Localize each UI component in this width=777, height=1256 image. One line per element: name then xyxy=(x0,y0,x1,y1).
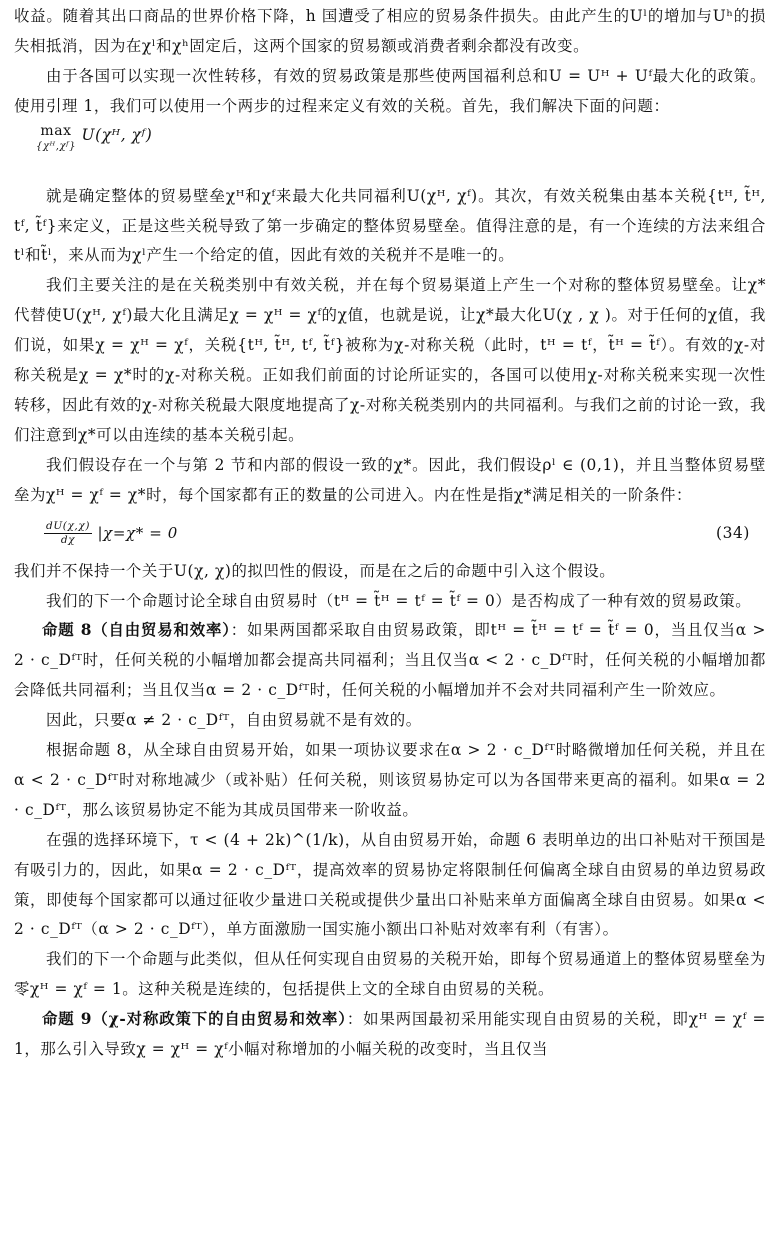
paragraph: 根据命题 8，从全球自由贸易开始，如果一项协议要求在α > 2 · c_Dᶠᵀ时略微增加任何关税，并且在α < 2 · c_Dᶠᵀ时对称地减少（或补贴）任何关税，则该贸易协定可以为各国带来更高的福利。如果α = 2 · c_Dᶠᵀ，那么该贸易协定不能为其成员国带来一阶收益。 xyxy=(14,741,766,819)
fraction-numerator: dU(χ,χ) xyxy=(46,520,91,533)
proposition-title: 命题 8（自由贸易和效率） xyxy=(42,621,231,640)
paragraph: 在强的选择环境下，τ < (4 + 2k)^(1/k)，从自由贸易开始，命题 6 表明单边的出口补贴对干预国是有吸引力的，因此，如果α = 2 · c_Dᶠᵀ，提高效率的贸易协定将限制任何偏离全球自由贸易的单边贸易政策，即使每个国家都可以通过征收少量进口关税或提供少量出口补贴来单方面偏离全球自由贸易。如果α < 2 · c_Dᶠᵀ（α > 2 · c_Dᶠᵀ），单方面激励一国实施小额出口补贴对效率有利（有害）。 xyxy=(14,830,766,939)
paragraph: 我们主要关注的是在关税类别中有效关税，并在每个贸易渠道上产生一个对称的整体贸易壁垒。让χ*代替使U(χᴴ, χᶠ)最大化且满足χ = χᴴ = χᶠ的χ值，也就是说，让χ*最大化U(χ , χ )。对于任何的χ值，我们说，如果χ = χᴴ = χᶠ，关税{tᴴ, t̃ᴴ, tᶠ, t̃ᶠ}被称为χ-对称关税（此时，tᴴ = tᶠ，t̃ᴴ = t̃ᶠ）。有效的χ-对称关税是χ = χ*时的χ-对称关税。正如我们前面的讨论所证实的，各国可以使用χ-对称关税来实现一次性转移，因此有效的χ-对称关税最大限度地提高了χ-对称关税类别内的共同福利。与我们之前的讨论一致，我们注意到χ*可以由连续的基本关税引起。 xyxy=(14,276,766,444)
equation-34 xyxy=(14,513,766,555)
paragraph: 就是确定整体的贸易壁垒χᴴ和χᶠ来最大化共同福利U(χᴴ, χᶠ)。其次，有效关税集由基本关税{tᴴ, t̃ᴴ, tᶠ, t̃ᶠ}来定义，正是这些关税导致了第一步确定的整体贸易壁垒。值得注意的是，有一个连续的方法来组合tˡ和t̃ˡ，来从而为χˡ产生一个给定的值，因此有效的关税并不是唯一的。 xyxy=(14,186,766,265)
paragraph: 我们的下一个命题与此类似，但从任何实现自由贸易的关税开始，即每个贸易通道上的整体贸易壁垒为零χᴴ = χᶠ = 1。这种关税是连续的，包括提供上文的全球自由贸易的关税。 xyxy=(14,950,766,999)
max-label: max xyxy=(40,122,72,139)
paragraph: 我们假设存在一个与第 2 节和内部的假设一致的χ*。因此，我们假设ρˡ ∈ (0,1)，并且当整体贸易壁垒为χᴴ = χᶠ = χ*时，每个国家都有正的数量的公司进入。内在性是指χ*满足相关的一阶条件： xyxy=(14,455,766,504)
proposition-title: 命题 9（χ-对称政策下的自由贸易和效率） xyxy=(42,1010,347,1029)
max-body: U(χᴴ, χᶠ) xyxy=(81,125,153,144)
max-subscript: {χᴴ,χᶠ} xyxy=(36,140,77,152)
paragraph: 我们并不保持一个关于U(χ, χ)的拟凹性的假设，而是在之后的命题中引入这个假设。 xyxy=(14,561,616,580)
proposition-body: ：如果两国最初采用能实现自由贸易的关税，即χᴴ = χᶠ = 1，那么引入导致χ = χᴴ = χᶠ小幅对称增加的小幅关税的改变时，当且仅当 xyxy=(14,1010,766,1059)
equation-number: (34) xyxy=(716,523,750,542)
fraction xyxy=(44,520,92,547)
proposition-8 xyxy=(14,616,766,706)
proposition-9 xyxy=(14,1005,766,1065)
equation-max xyxy=(14,122,766,182)
paragraph: 收益。随着其出口商品的世界价格下降，h 国遭受了相应的贸易条件损失。由此产生的Uˡ的增加与Uʰ的损失相抵消，因为在χˡ和χʰ固定后，这两个国家的贸易额或消费者剩余都没有改变。 xyxy=(14,7,766,55)
paragraph: 因此，只要α ≠ 2 · c_Dᶠᵀ，自由贸易就不是有效的。 xyxy=(46,711,422,730)
fraction-denominator: dχ xyxy=(60,534,76,547)
proposition-body: ：如果两国都采取自由贸易政策，即tᴴ = t̃ᴴ = tᶠ = t̃ᶠ = 0，当且仅当α > 2 · c_Dᶠᵀ时，任何关税的小幅增加都会提高共同福利；当且仅当α < 2 · c_Dᶠᵀ时，任何关税的小幅增加都会降低共同福利；当且仅当α = 2 · c_Dᶠᵀ时，任何关税的小幅增加并不会对共同福利产生一阶效应。 xyxy=(14,621,766,700)
paragraph: 我们的下一个命题讨论全球自由贸易时（tᴴ = t̃ᴴ = tᶠ = t̃ᶠ = 0）是否构成了一种有效的贸易政策。 xyxy=(46,591,752,610)
document-page xyxy=(14,2,766,1065)
equation-tail: |χ=χ* = 0 xyxy=(97,523,178,542)
paragraph: 由于各国可以实现一次性转移，有效的贸易政策是那些使两国福利总和U = Uᴴ + Uᶠ最大化的政策。使用引理 1，我们可以使用一个两步的过程来定义有效的关税。首先，我们解决下面的问题： xyxy=(14,66,766,115)
max-operator xyxy=(36,124,76,154)
